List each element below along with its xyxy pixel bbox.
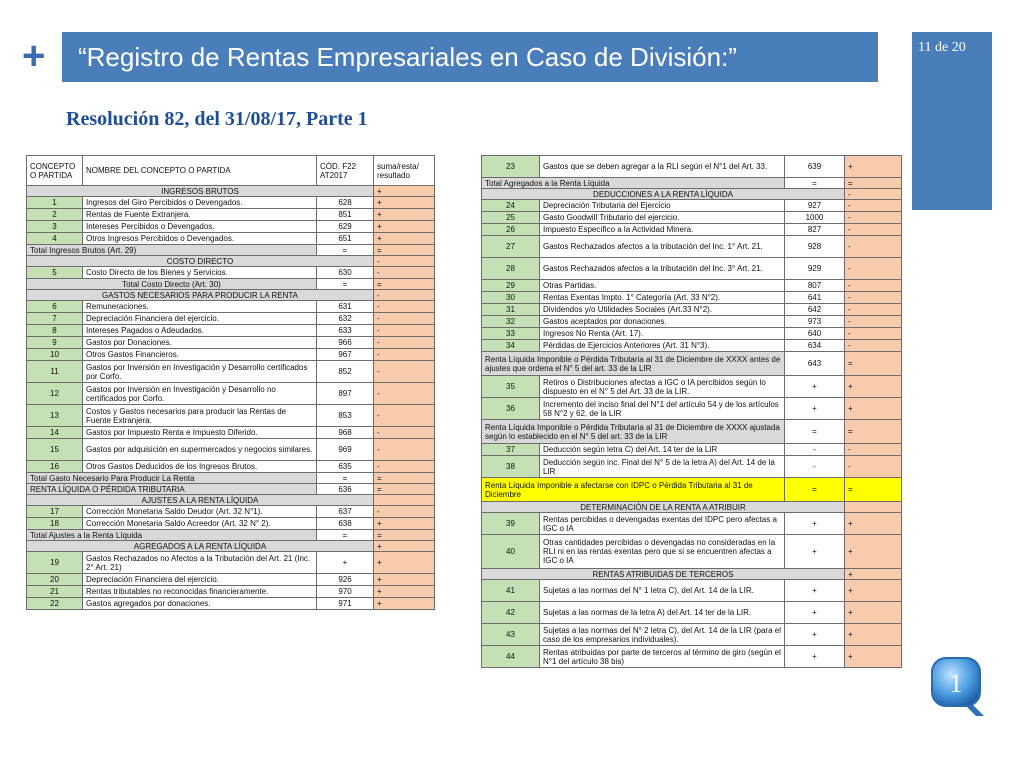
total-row bbox=[27, 245, 435, 256]
code-cell: 636 bbox=[317, 484, 374, 495]
section-label: INGRESOS BRUTOS bbox=[27, 186, 374, 197]
concept-name: Rentas atribuidas por parte de terceros al término de giro (según el N°1 del artículo 38 bis) bbox=[540, 646, 785, 668]
sign-cell: + bbox=[845, 513, 902, 535]
row-number: 27 bbox=[482, 236, 540, 258]
total-label: Total Agregados a la Renta Líquida bbox=[482, 178, 785, 189]
section-row bbox=[482, 502, 902, 513]
code-cell: + bbox=[785, 646, 845, 668]
code-cell: 929 bbox=[785, 258, 845, 280]
sign-cell: - bbox=[845, 236, 902, 258]
code-cell: 629 bbox=[317, 221, 374, 233]
code-cell: + bbox=[317, 552, 374, 574]
table-header-row bbox=[27, 156, 435, 186]
table-row bbox=[27, 301, 435, 313]
sign-cell: - bbox=[845, 444, 902, 456]
sign-cell: - bbox=[845, 224, 902, 236]
code-cell: 851 bbox=[317, 209, 374, 221]
table-row bbox=[27, 325, 435, 337]
table-row bbox=[27, 518, 435, 530]
concept-name: Ingresos del Giro Percibidos o Devengados. bbox=[83, 197, 317, 209]
section-row bbox=[27, 186, 435, 197]
table-row bbox=[27, 405, 435, 427]
concept-name: Gastos que se deben agregar a la RLI según el N°1 del Art. 33. bbox=[540, 156, 785, 178]
table-row bbox=[482, 398, 902, 420]
concept-name: Gasto Goodwill Tributario del ejercicio. bbox=[540, 212, 785, 224]
concept-name: Rentas percibidas o devengadas exentas del IDPC pero afectas a IGC o IA bbox=[540, 513, 785, 535]
table-row bbox=[482, 444, 902, 456]
concept-name: Gastos agregados por donaciones. bbox=[83, 598, 317, 610]
row-number: 8 bbox=[27, 325, 83, 337]
table-row bbox=[482, 224, 902, 236]
table-row bbox=[482, 292, 902, 304]
table-row bbox=[482, 340, 902, 352]
row-number: 41 bbox=[482, 580, 540, 602]
row-number: 43 bbox=[482, 624, 540, 646]
page-number: 11 de 20 bbox=[918, 40, 966, 55]
table-row bbox=[27, 361, 435, 383]
code-cell: + bbox=[785, 513, 845, 535]
section-label: RENTAS ATRIBUIDAS DE TERCEROS bbox=[482, 569, 845, 580]
code-cell: 853 bbox=[317, 405, 374, 427]
concept-name: Gastos por Impuesto Renta e Impuesto Diferido. bbox=[83, 427, 317, 439]
table-row bbox=[482, 316, 902, 328]
sign-cell: = bbox=[845, 178, 902, 189]
sign-cell: - bbox=[845, 280, 902, 292]
slide-subtitle: Resolución 82, del 31/08/17, Parte 1 bbox=[66, 108, 368, 130]
sign-cell bbox=[845, 502, 902, 513]
column-header: NOMBRE DEL CONCEPTO O PARTIDA bbox=[83, 156, 317, 186]
code-cell: 971 bbox=[317, 598, 374, 610]
section-label: AJUSTES A LA RENTA LÍQUIDA bbox=[27, 495, 374, 506]
slide-title: “Registro de Rentas Empresariales en Caso de División:” bbox=[78, 41, 737, 72]
sign-cell: - bbox=[845, 189, 902, 200]
sign-cell: + bbox=[374, 233, 435, 245]
sign-cell: - bbox=[374, 301, 435, 313]
concept-name: Gastos por Inversión en Investigación y Desarrollo no certificados por Corfo. bbox=[83, 383, 317, 405]
sign-cell: = bbox=[374, 484, 435, 495]
code-cell: 632 bbox=[317, 313, 374, 325]
code-cell: 631 bbox=[317, 301, 374, 313]
code-cell: 967 bbox=[317, 349, 374, 361]
table-row bbox=[482, 236, 902, 258]
sign-cell: - bbox=[374, 267, 435, 279]
section-label: COSTO DIRECTO bbox=[27, 256, 374, 267]
row-number: 10 bbox=[27, 349, 83, 361]
table-row bbox=[27, 267, 435, 279]
concept-name: Remuneraciones. bbox=[83, 301, 317, 313]
table-row bbox=[27, 313, 435, 325]
sign-cell: - bbox=[374, 256, 435, 267]
code-cell: 638 bbox=[317, 518, 374, 530]
row-number: 12 bbox=[27, 383, 83, 405]
sign-cell: + bbox=[845, 569, 902, 580]
code-cell: 1000 bbox=[785, 212, 845, 224]
sign-cell: - bbox=[374, 337, 435, 349]
row-number: 15 bbox=[27, 439, 83, 461]
concept-name: Rentas de Fuente Extranjera. bbox=[83, 209, 317, 221]
concept-name: Impuesto Específico a la Actividad Minera. bbox=[540, 224, 785, 236]
section-row bbox=[27, 256, 435, 267]
sign-cell: - bbox=[374, 461, 435, 473]
code-cell: 897 bbox=[317, 383, 374, 405]
sign-cell: = bbox=[845, 478, 902, 502]
section-row bbox=[482, 189, 902, 200]
table-row bbox=[482, 602, 902, 624]
code-cell: + bbox=[785, 535, 845, 569]
concept-name: Intereses Pagados o Adeudados. bbox=[83, 325, 317, 337]
sign-cell: + bbox=[845, 376, 902, 398]
concept-name: Deducción según inc. Final del N° 5 de la letra A) del Art. 14 de la LIR bbox=[540, 456, 785, 478]
total-row bbox=[27, 473, 435, 484]
row-number: 30 bbox=[482, 292, 540, 304]
total-label: Total Gasto Necesario Para Producir La Renta bbox=[27, 473, 317, 484]
code-cell: + bbox=[785, 580, 845, 602]
code-cell: 927 bbox=[785, 200, 845, 212]
code-cell: - bbox=[785, 444, 845, 456]
row-number: 31 bbox=[482, 304, 540, 316]
table-row bbox=[482, 456, 902, 478]
plus-icon: + bbox=[22, 34, 46, 78]
sign-cell: = bbox=[374, 530, 435, 541]
code-cell: - bbox=[785, 456, 845, 478]
row-number: 22 bbox=[27, 598, 83, 610]
sign-cell: - bbox=[374, 405, 435, 427]
sign-cell: - bbox=[374, 361, 435, 383]
table-row bbox=[27, 506, 435, 518]
table-row bbox=[482, 212, 902, 224]
row-number: 37 bbox=[482, 444, 540, 456]
row-number: 3 bbox=[27, 221, 83, 233]
total-row bbox=[482, 420, 902, 444]
sign-cell: = bbox=[374, 279, 435, 290]
concept-name: Rentas Exentas Impto. 1° Categoría (Art. 33 N°2). bbox=[540, 292, 785, 304]
sign-cell: - bbox=[845, 292, 902, 304]
code-cell: 926 bbox=[317, 574, 374, 586]
sign-cell: + bbox=[374, 209, 435, 221]
sign-cell: - bbox=[374, 439, 435, 461]
concept-name: Retiros o Distribuciones afectas a IGC o IA percibidos según lo dispuesto en el N° 5 del Art. 33 de la LIR. bbox=[540, 376, 785, 398]
concept-name: Intereses Percibidos o Devengados. bbox=[83, 221, 317, 233]
table-row bbox=[482, 624, 902, 646]
table-row bbox=[27, 233, 435, 245]
code-cell: 973 bbox=[785, 316, 845, 328]
table-row bbox=[482, 646, 902, 668]
concept-name: Otras cantidades percibidas o devengadas no consideradas en la RLI ni en las rentas exentas pero que si se encuentren afectas a IGC o IA bbox=[540, 535, 785, 569]
table-row bbox=[27, 383, 435, 405]
magnifier-badge-icon[interactable] bbox=[930, 656, 986, 718]
sign-cell: + bbox=[374, 586, 435, 598]
code-cell: 633 bbox=[317, 325, 374, 337]
table-row bbox=[27, 552, 435, 574]
table-row bbox=[27, 427, 435, 439]
concept-name: Deducción según letra C) del Art. 14 ter de la LIR bbox=[540, 444, 785, 456]
concept-name: Corrección Monetaria Saldo Acreedor (Art. 32 N° 2). bbox=[83, 518, 317, 530]
concept-name: Otros Ingresos Percibidos o Devengados. bbox=[83, 233, 317, 245]
sign-cell: + bbox=[845, 624, 902, 646]
code-cell: = bbox=[785, 178, 845, 189]
sign-cell: + bbox=[374, 197, 435, 209]
sign-cell bbox=[374, 495, 435, 506]
row-number: 33 bbox=[482, 328, 540, 340]
sign-cell: + bbox=[845, 156, 902, 178]
row-number: 26 bbox=[482, 224, 540, 236]
sign-cell: + bbox=[374, 186, 435, 197]
total-row bbox=[27, 279, 435, 290]
row-number: 19 bbox=[27, 552, 83, 574]
sign-cell: + bbox=[845, 580, 902, 602]
code-cell: 969 bbox=[317, 439, 374, 461]
row-number: 25 bbox=[482, 212, 540, 224]
total-label: Renta Líquida Imponible o Pérdida Tributaria al 31 de Diciembre de XXXX ajustada según lo establecido en el N° 5 del art. 33 de la LIR bbox=[482, 420, 785, 444]
sign-cell: - bbox=[845, 316, 902, 328]
table-row bbox=[482, 328, 902, 340]
concept-name: Incremento del inciso final del N°1 del artículo 54 y de los artículos 58 N°2 y 62, de la LIR bbox=[540, 398, 785, 420]
row-number: 36 bbox=[482, 398, 540, 420]
column-header: CÓD. F22 AT2017 bbox=[317, 156, 374, 186]
code-cell: 634 bbox=[785, 340, 845, 352]
concept-name: Depreciación Tributaria del Ejercicio bbox=[540, 200, 785, 212]
sign-cell: - bbox=[374, 427, 435, 439]
sign-cell: - bbox=[845, 200, 902, 212]
table-row bbox=[482, 535, 902, 569]
concept-name: Otras Partidas. bbox=[540, 280, 785, 292]
sign-cell: + bbox=[845, 646, 902, 668]
row-number: 6 bbox=[27, 301, 83, 313]
sign-cell: = bbox=[374, 245, 435, 256]
table-row bbox=[27, 439, 435, 461]
sign-cell: - bbox=[374, 313, 435, 325]
code-cell: 630 bbox=[317, 267, 374, 279]
right-register-table bbox=[481, 155, 902, 668]
row-number: 32 bbox=[482, 316, 540, 328]
row-number: 40 bbox=[482, 535, 540, 569]
table-row bbox=[27, 209, 435, 221]
code-cell: 639 bbox=[785, 156, 845, 178]
sign-cell: - bbox=[845, 456, 902, 478]
table-row bbox=[27, 349, 435, 361]
left-register-table bbox=[26, 155, 435, 610]
badge-label: 1 bbox=[949, 669, 963, 698]
row-number: 7 bbox=[27, 313, 83, 325]
sign-cell: - bbox=[374, 349, 435, 361]
highlight-total-row bbox=[482, 478, 902, 502]
concept-name: Gastos por adquisición en supermercados y negocios similares. bbox=[83, 439, 317, 461]
code-cell: 970 bbox=[317, 586, 374, 598]
sign-cell: + bbox=[845, 535, 902, 569]
row-number: 5 bbox=[27, 267, 83, 279]
sign-cell: + bbox=[845, 398, 902, 420]
row-number: 38 bbox=[482, 456, 540, 478]
table-row bbox=[482, 200, 902, 212]
code-cell: = bbox=[317, 530, 374, 541]
table-row bbox=[27, 337, 435, 349]
code-cell: = bbox=[317, 473, 374, 484]
concept-name: Corrección Monetaria Saldo Deudor (Art. 32 N°1). bbox=[83, 506, 317, 518]
row-number: 44 bbox=[482, 646, 540, 668]
concept-name: Sujetas a las normas del N° 2 letra C), del Art. 14 de la LIR (para el caso de los empresarios individuales). bbox=[540, 624, 785, 646]
code-cell: 852 bbox=[317, 361, 374, 383]
section-label: GASTOS NECESARIOS PARA PRODUCIR LA RENTA bbox=[27, 290, 374, 301]
total-label: Total Ajustes a la Renta Líquida bbox=[27, 530, 317, 541]
sign-cell: - bbox=[845, 340, 902, 352]
table-row bbox=[27, 197, 435, 209]
table-row bbox=[482, 156, 902, 178]
code-cell: = bbox=[785, 478, 845, 502]
table-row bbox=[482, 304, 902, 316]
sign-cell: - bbox=[845, 258, 902, 280]
row-number: 1 bbox=[27, 197, 83, 209]
total-label: Total Costo Directo (Art. 30) bbox=[27, 279, 317, 290]
table-row bbox=[27, 598, 435, 610]
section-row bbox=[27, 290, 435, 301]
code-cell: 968 bbox=[317, 427, 374, 439]
code-cell: 628 bbox=[317, 197, 374, 209]
code-cell: + bbox=[785, 398, 845, 420]
row-number: 4 bbox=[27, 233, 83, 245]
table-row bbox=[482, 280, 902, 292]
section-row bbox=[27, 541, 435, 552]
sign-cell: + bbox=[374, 598, 435, 610]
concept-name: Ingresos No Renta (Art. 17). bbox=[540, 328, 785, 340]
table-row bbox=[27, 221, 435, 233]
row-number: 17 bbox=[27, 506, 83, 518]
row-number: 23 bbox=[482, 156, 540, 178]
concept-name: Pérdidas de Ejercicios Anteriores (Art. 31 N°3). bbox=[540, 340, 785, 352]
sign-cell: + bbox=[845, 602, 902, 624]
code-cell: 928 bbox=[785, 236, 845, 258]
row-number: 35 bbox=[482, 376, 540, 398]
concept-name: Sujetas a las normas del N° 1 letra C), del Art. 14 de la LIR. bbox=[540, 580, 785, 602]
code-cell: 637 bbox=[317, 506, 374, 518]
side-accent-bar bbox=[912, 32, 992, 210]
sign-cell: + bbox=[374, 518, 435, 530]
sign-cell: - bbox=[374, 325, 435, 337]
row-number: 14 bbox=[27, 427, 83, 439]
column-header: CONCEPTO O PARTIDA bbox=[27, 156, 83, 186]
sign-cell: - bbox=[845, 304, 902, 316]
concept-name: Gastos Rechazados afectos a la tributación del Inc. 3° Art. 21. bbox=[540, 258, 785, 280]
concept-name: Costo Directo de los Bienes y Servicios. bbox=[83, 267, 317, 279]
row-number: 29 bbox=[482, 280, 540, 292]
section-row bbox=[27, 495, 435, 506]
table-row bbox=[482, 580, 902, 602]
row-number: 11 bbox=[27, 361, 83, 383]
sign-cell: + bbox=[374, 541, 435, 552]
total-label: Renta Líquida Imponible a afectarse con IDPC o Pérdida Tributaria al 31 de Diciembre bbox=[482, 478, 785, 502]
table-row bbox=[27, 574, 435, 586]
table-row bbox=[27, 586, 435, 598]
total-label: Renta Líquida Imponible o Pérdida Tributaria al 31 de Diciembre de XXXX antes de ajustes que ordena el N° 5 del art. 33 de la LIR bbox=[482, 352, 785, 376]
total-row bbox=[482, 178, 902, 189]
total-row bbox=[27, 530, 435, 541]
sign-cell: - bbox=[845, 212, 902, 224]
code-cell: + bbox=[785, 602, 845, 624]
section-row bbox=[482, 569, 902, 580]
concept-name: Gastos Rechazados no Afectos a la Tributación del Art. 21 (Inc. 2° Art. 21) bbox=[83, 552, 317, 574]
row-number: 16 bbox=[27, 461, 83, 473]
total-label: Total Ingresos Brutos (Art. 29) bbox=[27, 245, 317, 256]
code-cell: 643 bbox=[785, 352, 845, 376]
concept-name: Sujetas a las normas de la letra A) del Art. 14 ter de la LIR. bbox=[540, 602, 785, 624]
row-number: 18 bbox=[27, 518, 83, 530]
row-number: 39 bbox=[482, 513, 540, 535]
sign-cell: + bbox=[374, 552, 435, 574]
column-header: suma/resta/ resultado bbox=[374, 156, 435, 186]
code-cell: 827 bbox=[785, 224, 845, 236]
sign-cell: = bbox=[374, 473, 435, 484]
concept-name: Gastos por Inversión en Investigación y Desarrollo certificados por Corfo. bbox=[83, 361, 317, 383]
sign-cell: - bbox=[845, 328, 902, 340]
concept-name: Depreciación Financiera del ejercicio. bbox=[83, 313, 317, 325]
row-number: 28 bbox=[482, 258, 540, 280]
sign-cell: - bbox=[374, 290, 435, 301]
concept-name: Gastos Rechazados afectos a la tributación del Inc. 1° Art. 21. bbox=[540, 236, 785, 258]
sign-cell: + bbox=[374, 574, 435, 586]
row-number: 24 bbox=[482, 200, 540, 212]
row-number: 13 bbox=[27, 405, 83, 427]
code-cell: = bbox=[785, 420, 845, 444]
table-row bbox=[27, 461, 435, 473]
code-cell: = bbox=[317, 245, 374, 256]
code-cell: 651 bbox=[317, 233, 374, 245]
sign-cell: - bbox=[374, 506, 435, 518]
table-row bbox=[482, 376, 902, 398]
code-cell: 635 bbox=[317, 461, 374, 473]
concept-name: Gastos aceptados por donaciones. bbox=[540, 316, 785, 328]
row-number: 21 bbox=[27, 586, 83, 598]
code-cell: + bbox=[785, 624, 845, 646]
section-label: DETERMINACIÓN DE LA RENTA A ATRIBUIR bbox=[482, 502, 845, 513]
sign-cell: = bbox=[845, 420, 902, 444]
concept-name: Gastos por Donaciones. bbox=[83, 337, 317, 349]
table-row bbox=[482, 258, 902, 280]
concept-name: Dividendos y/o Utilidades Sociales (Art.33 N°2). bbox=[540, 304, 785, 316]
table-row bbox=[482, 513, 902, 535]
concept-name: Otros Gastos Deducidos de los Ingresos Brutos. bbox=[83, 461, 317, 473]
row-number: 2 bbox=[27, 209, 83, 221]
row-number: 20 bbox=[27, 574, 83, 586]
title-bar bbox=[62, 32, 878, 82]
sign-cell: + bbox=[374, 221, 435, 233]
row-number: 9 bbox=[27, 337, 83, 349]
code-cell: 966 bbox=[317, 337, 374, 349]
concept-name: Otros Gastos Financieros. bbox=[83, 349, 317, 361]
code-cell: + bbox=[785, 376, 845, 398]
total-label: RENTA LÍQUIDA O PÉRDIDA TRIBUTARIA bbox=[27, 484, 317, 495]
code-cell: 642 bbox=[785, 304, 845, 316]
code-cell: 640 bbox=[785, 328, 845, 340]
concept-name: Costos y Gastos necesarios para producir las Rentas de Fuente Extranjera. bbox=[83, 405, 317, 427]
row-number: 42 bbox=[482, 602, 540, 624]
sign-cell: = bbox=[845, 352, 902, 376]
section-label: AGREGADOS A LA RENTA LÍQUIDA bbox=[27, 541, 374, 552]
code-cell: 641 bbox=[785, 292, 845, 304]
row-number: 34 bbox=[482, 340, 540, 352]
total-row bbox=[482, 352, 902, 376]
concept-name: Rentas tributables no reconocidas financieramente. bbox=[83, 586, 317, 598]
concept-name: Depreciación Financiera del ejercicio. bbox=[83, 574, 317, 586]
code-cell: 807 bbox=[785, 280, 845, 292]
sign-cell: - bbox=[374, 383, 435, 405]
section-label: DEDUCCIONES A LA RENTA LÍQUIDA bbox=[482, 189, 845, 200]
code-cell: = bbox=[317, 279, 374, 290]
total-row bbox=[27, 484, 435, 495]
